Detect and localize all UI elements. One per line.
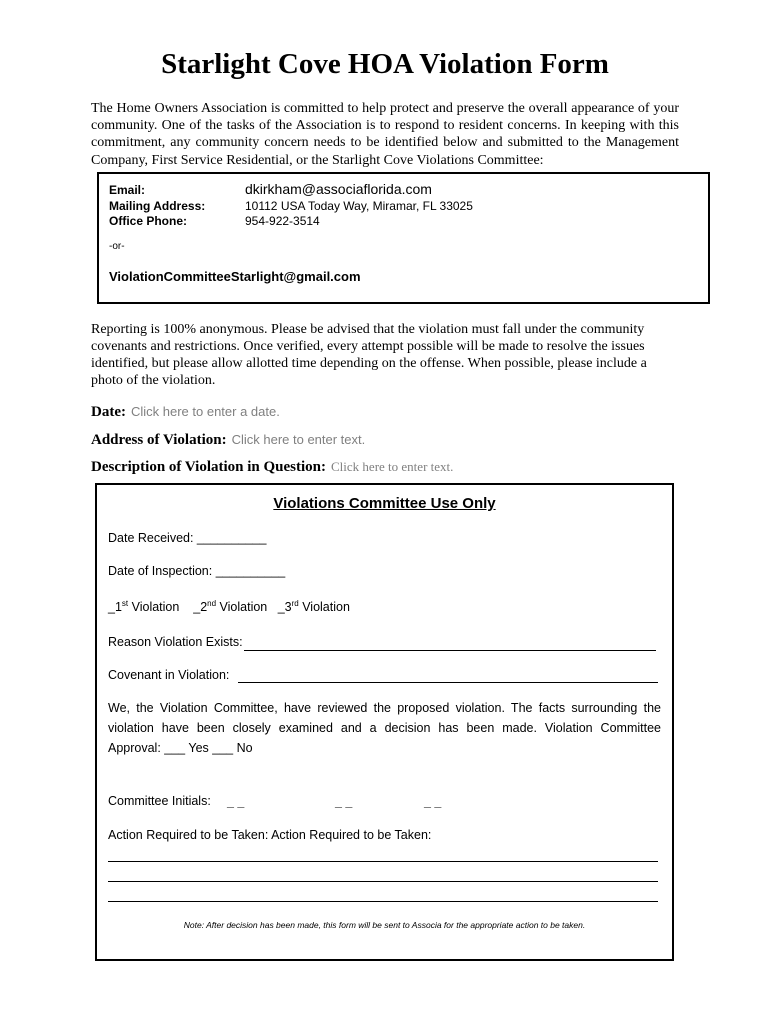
mailing-address-label: Mailing Address: <box>109 199 206 213</box>
date-input[interactable]: Click here to enter a date. <box>130 404 280 419</box>
page-title: Starlight Cove HOA Violation Form <box>161 48 609 80</box>
date-label: Date: <box>91 404 126 420</box>
date-field <box>91 403 280 421</box>
mailing-address-value: 10112 USA Today Way, Miramar, FL 33025 <box>245 199 473 213</box>
initials-label: Committee Initials: <box>108 794 211 808</box>
action-line-3[interactable] <box>108 901 658 902</box>
address-field <box>91 431 365 449</box>
reason-label: Reason Violation Exists: <box>108 635 243 649</box>
intro-paragraph: The Home Owners Association is committed to help protect and preserve the overall appearance of your community. One of the tasks of the Association is to respond to resident concerns. In keeping with this commitment, any community concern needs to be identified below and submitted to the Management Company, First Service Residential, or the Starlight Cove Violations Committee: <box>91 101 679 168</box>
office-phone-label: Office Phone: <box>109 214 188 228</box>
date-of-inspection: Date of Inspection: __________ <box>108 564 286 578</box>
reason-line[interactable] <box>244 650 656 651</box>
action-required-label: Action Required to be Taken: Action Required to be Taken: <box>108 828 432 842</box>
office-phone-value: 954-922-3514 <box>245 214 320 228</box>
covenant-label: Covenant in Violation: <box>108 668 230 682</box>
or-separator: -or- <box>109 241 125 252</box>
address-input[interactable]: Click here to enter text. <box>231 432 366 447</box>
initials-blank-1[interactable]: _ _ <box>227 795 245 809</box>
email-label: Email: <box>109 183 146 197</box>
date-received: Date Received: __________ <box>108 531 267 545</box>
initials-blank-2[interactable]: _ _ <box>335 795 353 809</box>
description-input[interactable]: Click here to enter text. <box>331 459 454 474</box>
violation-count-options <box>108 599 350 614</box>
committee-statement: We, the Violation Committee, have reviewed the proposed violation. The facts surrounding the violation have been closely examined and a decision has been made. Violation Committee Approval: ___ Yes ___ No <box>108 701 661 755</box>
contact-box <box>97 172 710 304</box>
description-field <box>91 458 453 476</box>
committee-email: ViolationCommitteeStarlight@gmail.com <box>109 269 361 284</box>
committee-title: Violations Committee Use Only <box>273 495 496 512</box>
action-line-2[interactable] <box>108 881 658 882</box>
committee-box <box>95 483 674 961</box>
address-label: Address of Violation: <box>91 432 227 448</box>
covenant-line[interactable] <box>238 682 658 683</box>
second-violation-option[interactable]: _2nd Violation <box>193 599 268 615</box>
anonymous-notice: Reporting is 100% anonymous. Please be advised that the violation must fall under the community covenants and restrictions. Once verified, every attempt possible will be made to resolve the issues identified, but please allow allotted time depending on the offense. When possible, please include a photo of the violation. <box>91 322 647 388</box>
initials-blank-3[interactable]: _ _ <box>424 795 442 809</box>
email-value: dkirkham@associaflorida.com <box>245 181 432 197</box>
description-label: Description of Violation in Question: <box>91 459 327 475</box>
first-violation-option[interactable]: _1st Violation <box>108 599 180 615</box>
third-violation-option[interactable]: _3rd Violation <box>277 599 350 615</box>
action-line-1[interactable] <box>108 861 658 862</box>
footnote: Note: After decision has been made, this form will be sent to Associa for the appropriate action to be taken. <box>183 920 586 930</box>
